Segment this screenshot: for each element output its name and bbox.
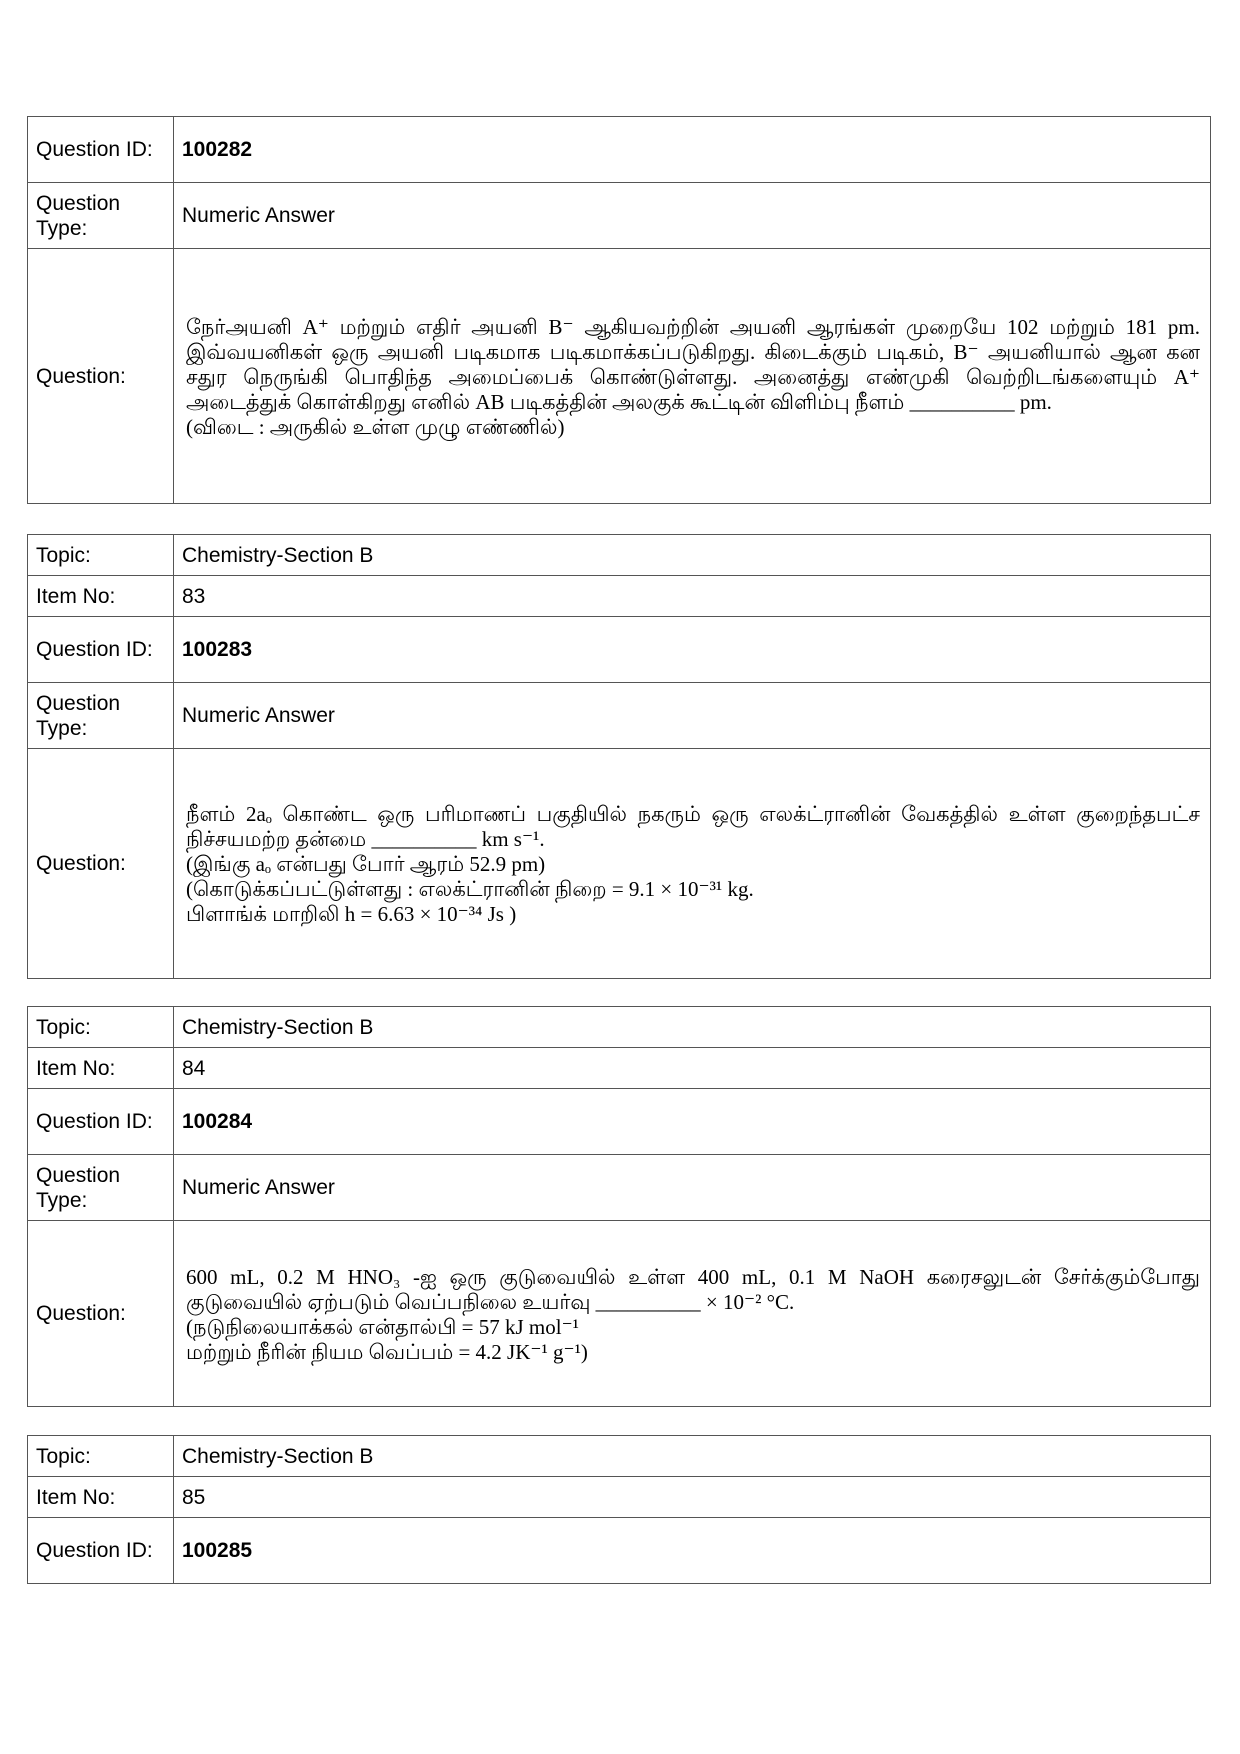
item-no-row <box>28 576 1211 617</box>
question-line: (கொடுக்கப்பட்டுள்ளது : எலக்ட்ரானின் நிறை = 9.1 × 10⁻³¹ kg. <box>186 877 754 901</box>
question-row <box>28 749 1211 979</box>
topic-row <box>28 1007 1211 1048</box>
item-no-label: Item No: <box>28 1048 174 1089</box>
question-line: பிளாங்க் மாறிலி h = 6.63 × 10⁻³⁴ Js ) <box>186 902 517 926</box>
topic-value: Chemistry-Section B <box>174 1007 1211 1048</box>
question-type-label: Question Type: <box>28 683 174 749</box>
question-type-label: Question Type: <box>28 183 174 249</box>
question-id-row <box>28 117 1211 183</box>
question-id-row <box>28 1089 1211 1155</box>
item-no-label: Item No: <box>28 576 174 617</box>
item-no-value: 83 <box>174 576 1211 617</box>
question-text <box>174 749 1211 979</box>
question-label: Question: <box>28 249 174 504</box>
question-type-label: Question Type: <box>28 1155 174 1221</box>
item-no-label: Item No: <box>28 1477 174 1518</box>
question-text <box>174 1221 1211 1407</box>
question-id-label: Question ID: <box>28 617 174 683</box>
question-id-value: 100283 <box>174 617 1211 683</box>
question-label: Question: <box>28 1221 174 1407</box>
item-no-value: 84 <box>174 1048 1211 1089</box>
topic-value: Chemistry-Section B <box>174 535 1211 576</box>
question-label: Question: <box>28 749 174 979</box>
topic-row <box>28 1436 1211 1477</box>
topic-row <box>28 535 1211 576</box>
question-line: 600 mL, 0.2 M HNO₃ -ஐ ஒரு குடுவையில் உள்ள 400 mL, 0.1 M NaOH கரைசலுடன் சேர்க்கும்போது குடுவையில் ஏற்படும் வெப்பநிலை உயர்வு __________ × 10⁻² °C. <box>186 1264 1200 1314</box>
topic-label: Topic: <box>28 1007 174 1048</box>
question-type-value: Numeric Answer <box>174 1155 1211 1221</box>
question-table-100282 <box>27 116 1211 504</box>
question-line: நீளம் 2aₒ கொண்ட ஒரு பரிமாணப் பகுதியில் நகரும் ஒரு எலக்ட்ரானின் வேகத்தில் உள்ள குறைந்தபட்ச நிச்சயமற்ற தன்மை __________ km s⁻¹. <box>186 802 1200 851</box>
topic-label: Topic: <box>28 535 174 576</box>
question-id-value: 100282 <box>174 117 1211 183</box>
question-line: (விடை : அருகில் உள்ள முழு எண்ணில்) <box>186 414 565 439</box>
item-no-row <box>28 1477 1211 1518</box>
question-id-value: 100284 <box>174 1089 1211 1155</box>
question-table-100284 <box>27 1006 1211 1407</box>
question-row <box>28 249 1211 504</box>
question-type-row <box>28 683 1211 749</box>
question-id-label: Question ID: <box>28 117 174 183</box>
topic-label: Topic: <box>28 1436 174 1477</box>
topic-value: Chemistry-Section B <box>174 1436 1211 1477</box>
question-text <box>174 249 1211 504</box>
question-type-row <box>28 183 1211 249</box>
question-id-row <box>28 617 1211 683</box>
question-id-row <box>28 1518 1211 1584</box>
item-no-row <box>28 1048 1211 1089</box>
question-line: மற்றும் நீரின் நியம வெப்பம் = 4.2 JK⁻¹ g⁻¹) <box>186 1339 588 1364</box>
question-id-label: Question ID: <box>28 1089 174 1155</box>
question-line: (இங்கு aₒ என்பது போர் ஆரம் 52.9 pm) <box>186 852 546 876</box>
question-type-value: Numeric Answer <box>174 183 1211 249</box>
question-table-100285 <box>27 1435 1211 1584</box>
question-id-label: Question ID: <box>28 1518 174 1584</box>
question-id-value: 100285 <box>174 1518 1211 1584</box>
question-type-row <box>28 1155 1211 1221</box>
question-type-value: Numeric Answer <box>174 683 1211 749</box>
question-line: நேர்அயனி A⁺ மற்றும் எதிர் அயனி B⁻ ஆகியவற்றின் அயனி ஆரங்கள் முறையே 102 மற்றும் 181 pm. இவ்வயனிகள் ஒரு அயனி படிகமாக படிகமாக்கப்படுகிறது. கிடைக்கும் படிகம், B⁻ அயனியால் ஆன கன சதுர நெருங்கி பொதிந்த அமைப்பைக் கொண்டுள்ளது. அனைத்து எண்முகி வெற்றிடங்களையும் A⁺ அடைத்துக் கொள்கிறது எனில் AB படிகத்தின் அலகுக் கூட்டின் விளிம்பு நீளம் __________ pm. <box>186 314 1200 414</box>
question-line: (நடுநிலையாக்கல் என்தால்பி = 57 kJ mol⁻¹ <box>186 1314 579 1339</box>
item-no-value: 85 <box>174 1477 1211 1518</box>
question-row <box>28 1221 1211 1407</box>
question-table-100283 <box>27 534 1211 979</box>
